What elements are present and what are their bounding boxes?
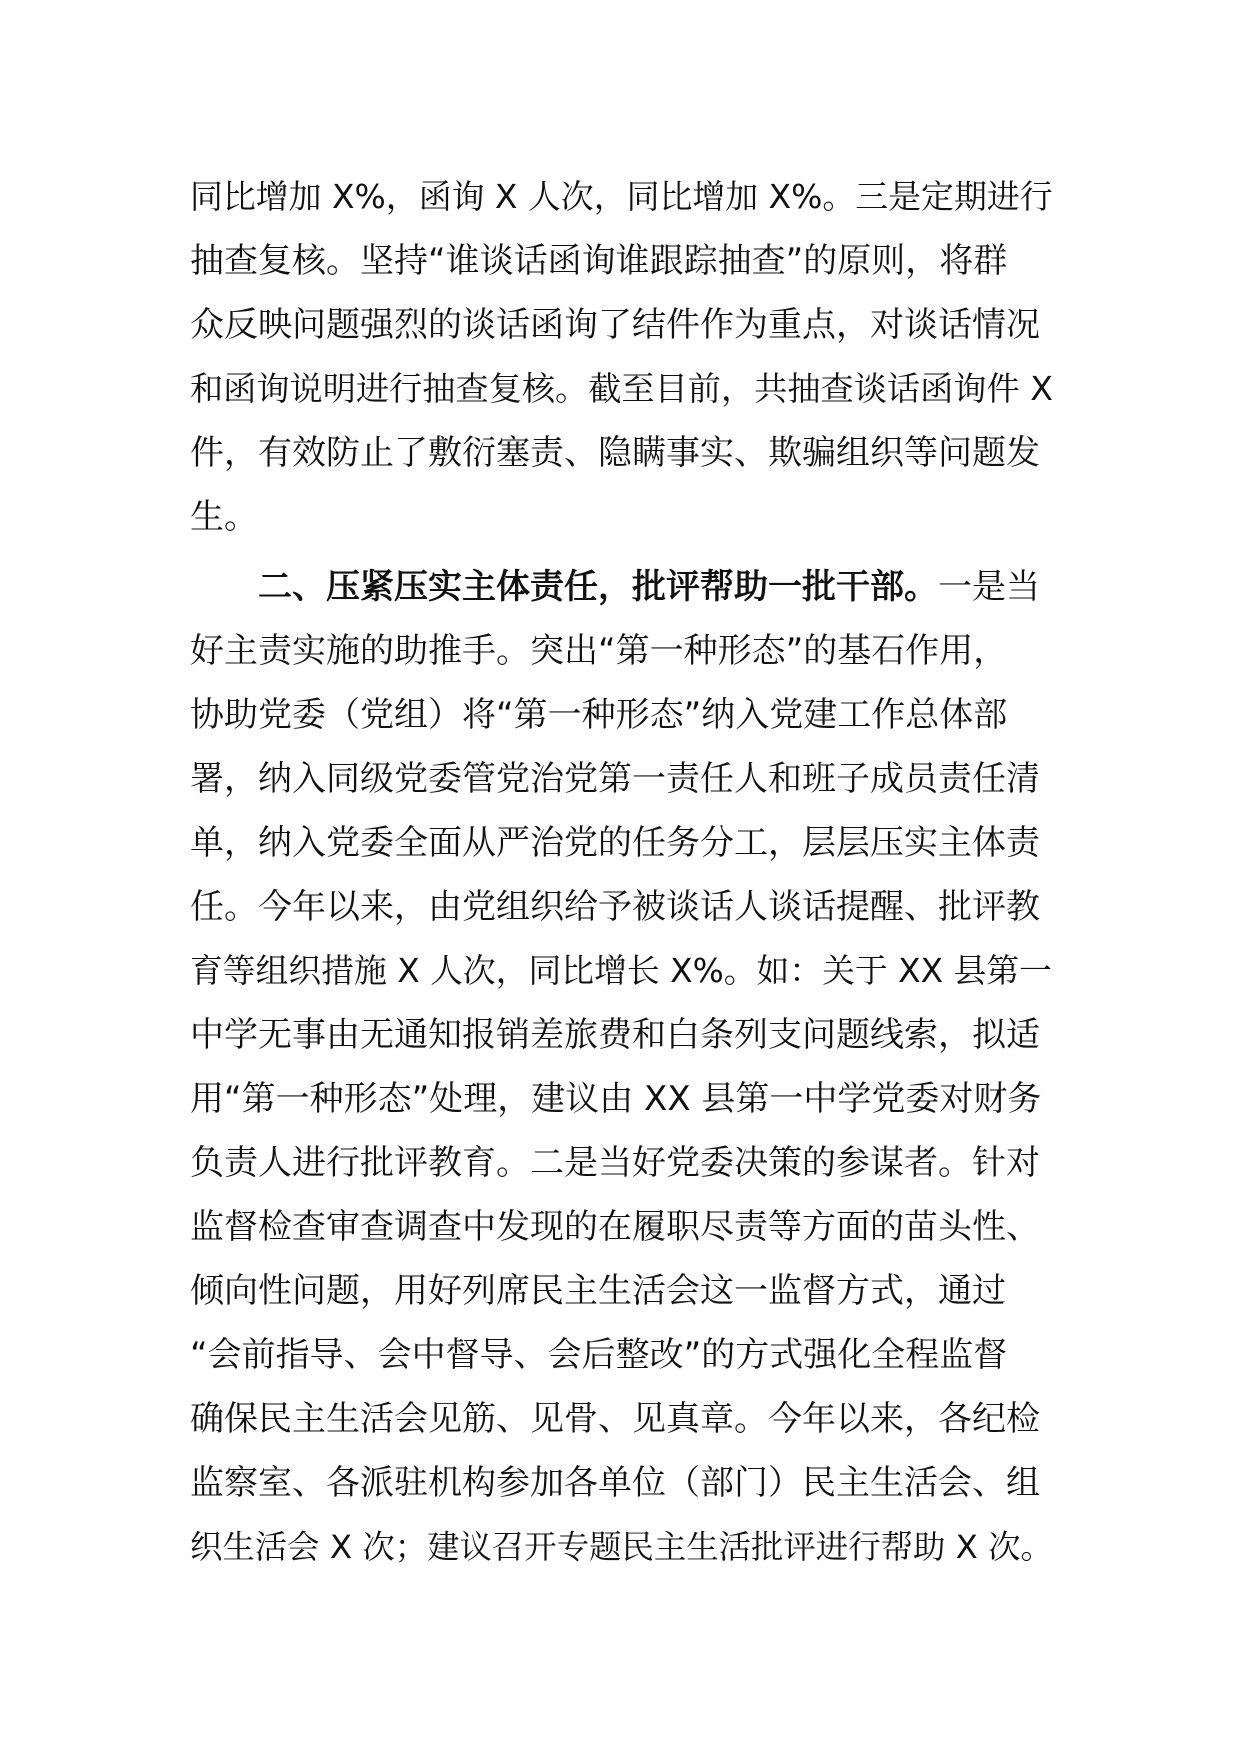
text-line: 中学无事由无通知报销差旅费和白条列支问题线索，拟适: [190, 1015, 1040, 1055]
text-line: 众反映问题强烈的谈话函询了结件作为重点，对谈话情况: [190, 305, 1040, 345]
text-line: 监察室、各派驻机构参加各单位（部门）民主生活会、组: [190, 1463, 1040, 1503]
text-line: 和函询说明进行抽查复核。截至目前，共抽查谈话函询件 X: [190, 369, 1053, 408]
text-line: 用“第一种形态”处理，建议由 XX 县第一中学党委对财务: [190, 1079, 1042, 1119]
text-line: 任。今年以来，由党组织给予被谈话人谈话提醒、批评教: [190, 887, 1040, 927]
text-line: 倾向性问题，用好列席民主生活会这一监督方式，通过: [190, 1271, 1006, 1311]
section-heading: 二、压紧压实主体责任，批评帮助一批干部。: [258, 567, 938, 607]
text-line: 确保民主生活会见筋、见骨、见真章。今年以来，各纪检: [190, 1399, 1040, 1439]
text-line: 同比增加 X%，函询 X 人次，同比增加 X%。三是定期进行: [190, 177, 1053, 216]
text-line: 育等组织措施 X 人次，同比增长 X%。如：关于 XX 县第一: [190, 952, 1052, 990]
text-line: 织生活会 X 次；建议召开专题民主生活批评进行帮助 X 次。: [190, 1528, 1053, 1566]
section-heading-continuation: 一是当: [938, 567, 1040, 607]
text-line: 抽查复核。坚持“谁谈话函询谁跟踪抽查”的原则，将群: [190, 241, 1008, 281]
text-line: 件，有效防止了敷衍塞责、隐瞒事实、欺骗组织等问题发: [190, 433, 1040, 473]
text-line: 署，纳入同级党委管党治党第一责任人和班子成员责任清: [190, 759, 1040, 799]
text-line: 负责人进行批评教育。二是当好党委决策的参谋者。针对: [190, 1143, 1040, 1183]
text-line: 协助党委（党组）将“第一种形态”纳入党建工作总体部: [190, 695, 1008, 735]
text-line: 单，纳入党委全面从严治党的任务分工，层层压实主体责: [190, 823, 1040, 863]
text-line: 监督检查审查调查中发现的在履职尽责等方面的苗头性、: [190, 1207, 1040, 1247]
text-line: 好主责实施的助推手。突出“第一种形态”的基石作用，: [190, 631, 1008, 671]
text-line: 生。: [190, 497, 258, 537]
text-line: “会前指导、会中督导、会后整改”的方式强化全程监督: [190, 1335, 1008, 1375]
section-heading-line: [258, 555, 1040, 619]
